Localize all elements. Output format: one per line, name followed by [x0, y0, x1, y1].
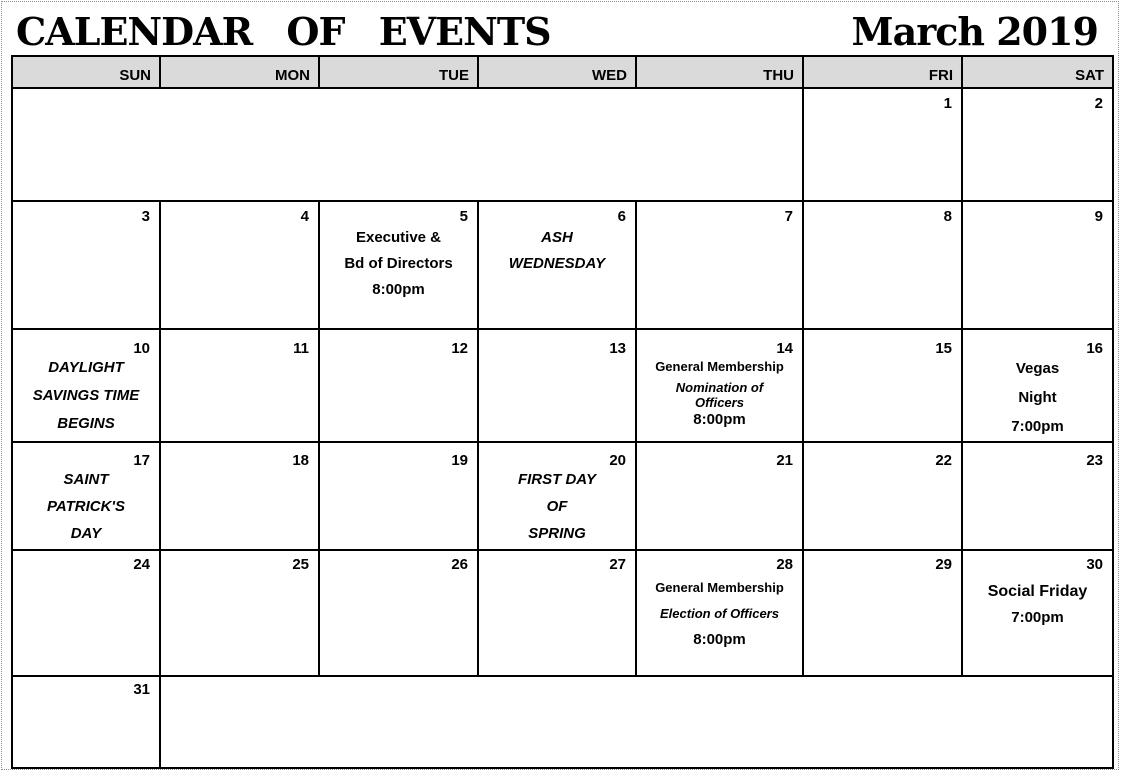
- event-general-membership-nomination: [637, 358, 802, 430]
- empty-cell: [160, 676, 1113, 768]
- day-number: 15: [935, 340, 952, 357]
- day-cell-31[interactable]: [12, 676, 160, 768]
- event-text: Nomination of: [675, 380, 764, 395]
- day-number: 31: [133, 681, 150, 698]
- day-number: 13: [609, 340, 626, 357]
- event-text: Night: [1018, 389, 1057, 406]
- day-cell-10[interactable]: [12, 329, 160, 442]
- day-cell-24[interactable]: [12, 550, 160, 676]
- day-number: 6: [617, 208, 626, 225]
- event-text: Officers: [695, 395, 744, 410]
- weekday-thu: THU: [636, 56, 803, 88]
- week-row: [12, 201, 1113, 329]
- day-cell-27[interactable]: [478, 550, 636, 676]
- event-vegas-night: [963, 354, 1112, 441]
- day-cell-4[interactable]: [160, 201, 319, 329]
- day-number: 5: [459, 208, 468, 225]
- weekday-sat: SAT: [962, 56, 1113, 88]
- day-number: 21: [776, 452, 793, 469]
- day-cell-18[interactable]: [160, 442, 319, 550]
- day-number: 16: [1086, 340, 1103, 357]
- weekday-header-row: [12, 56, 1113, 88]
- day-cell-30[interactable]: [962, 550, 1113, 676]
- day-number: 23: [1086, 452, 1103, 469]
- day-number: 29: [935, 556, 952, 573]
- day-cell-25[interactable]: [160, 550, 319, 676]
- day-number: 4: [300, 208, 309, 225]
- event-text: ASH: [541, 229, 573, 246]
- day-number: 14: [776, 340, 793, 357]
- day-cell-19[interactable]: [319, 442, 478, 550]
- day-number: 12: [451, 340, 468, 357]
- event-text: SPRING: [528, 525, 586, 542]
- day-cell-13[interactable]: [478, 329, 636, 442]
- event-text: OF: [546, 498, 568, 515]
- day-number: 11: [293, 340, 309, 357]
- day-cell-15[interactable]: [803, 329, 962, 442]
- day-cell-16[interactable]: [962, 329, 1113, 442]
- day-number: 22: [935, 452, 952, 469]
- day-cell-26[interactable]: [319, 550, 478, 676]
- day-cell-22[interactable]: [803, 442, 962, 550]
- day-cell-8[interactable]: [803, 201, 962, 329]
- event-text: DAY: [70, 525, 102, 542]
- day-number: 2: [1094, 95, 1103, 112]
- event-text: BEGINS: [57, 415, 115, 432]
- month-title: March 2019: [851, 9, 1098, 54]
- event-text: Bd of Directors: [344, 255, 453, 272]
- event-text: FIRST DAY: [517, 471, 597, 488]
- day-number: 17: [133, 452, 150, 469]
- event-first-day-spring: [479, 466, 635, 547]
- event-ash-wednesday: [479, 225, 635, 277]
- event-executive-board: [320, 225, 477, 303]
- event-text: SAINT: [63, 471, 109, 488]
- weekday-tue: TUE: [319, 56, 478, 88]
- day-cell-9[interactable]: [962, 201, 1113, 329]
- event-text: 8:00pm: [693, 631, 746, 648]
- day-number: 25: [292, 556, 309, 573]
- week-row: [12, 550, 1113, 676]
- day-cell-17[interactable]: [12, 442, 160, 550]
- day-number: 1: [943, 95, 952, 112]
- calendar-title: CALENDAR OF EVENTS: [16, 9, 551, 54]
- day-cell-23[interactable]: [962, 442, 1113, 550]
- event-text: 8:00pm: [372, 281, 425, 298]
- day-cell-20[interactable]: [478, 442, 636, 550]
- day-cell-6[interactable]: [478, 201, 636, 329]
- event-text: PATRICK'S: [46, 498, 125, 515]
- weekday-mon: MON: [160, 56, 319, 88]
- week-row: [12, 676, 1113, 768]
- event-general-membership-election: [637, 575, 802, 653]
- event-text: 7:00pm: [1011, 609, 1064, 626]
- day-cell-14[interactable]: [636, 329, 803, 442]
- day-cell-7[interactable]: [636, 201, 803, 329]
- empty-cell: [12, 88, 803, 201]
- weekday-wed: WED: [478, 56, 636, 88]
- day-number: 27: [609, 556, 626, 573]
- event-text: Executive &: [355, 229, 442, 246]
- event-saint-patricks: [13, 466, 159, 547]
- weekday-sun: SUN: [12, 56, 160, 88]
- day-number: 9: [1094, 208, 1103, 225]
- day-number: 7: [784, 208, 793, 225]
- day-cell-1[interactable]: [803, 88, 962, 201]
- event-text: WEDNESDAY: [508, 255, 606, 272]
- event-text: Vegas: [1015, 360, 1060, 377]
- week-row: [12, 442, 1113, 550]
- weekday-fri: FRI: [803, 56, 962, 88]
- event-text: Social Friday: [987, 583, 1088, 600]
- day-number: 26: [451, 556, 468, 573]
- event-text: General Membership: [655, 359, 784, 374]
- day-cell-2[interactable]: [962, 88, 1113, 201]
- event-text: Election of Officers: [660, 606, 779, 621]
- day-number: 24: [133, 556, 150, 573]
- day-number: 18: [292, 452, 309, 469]
- day-number: 3: [141, 208, 150, 225]
- day-cell-3[interactable]: [12, 201, 160, 329]
- day-number: 19: [451, 452, 468, 469]
- day-cell-11[interactable]: [160, 329, 319, 442]
- event-text: SAVINGS TIME: [32, 387, 140, 404]
- day-cell-5[interactable]: [319, 201, 478, 329]
- day-number: 10: [133, 340, 150, 357]
- event-daylight-savings: [13, 354, 159, 438]
- day-cell-29[interactable]: [803, 550, 962, 676]
- day-number: 20: [609, 452, 626, 469]
- event-text: General Membership: [655, 580, 784, 595]
- event-text: DAYLIGHT: [48, 359, 124, 376]
- day-number: 30: [1086, 556, 1103, 573]
- week-row: [12, 329, 1113, 442]
- day-number: 8: [943, 208, 952, 225]
- day-cell-21[interactable]: [636, 442, 803, 550]
- day-cell-12[interactable]: [319, 329, 478, 442]
- day-number: 28: [776, 556, 793, 573]
- event-social-friday: [963, 579, 1112, 631]
- calendar-grid: [11, 55, 1114, 769]
- day-cell-28[interactable]: [636, 550, 803, 676]
- event-text: 8:00pm: [693, 411, 746, 428]
- week-row: [12, 88, 1113, 201]
- event-text: 7:00pm: [1011, 418, 1064, 435]
